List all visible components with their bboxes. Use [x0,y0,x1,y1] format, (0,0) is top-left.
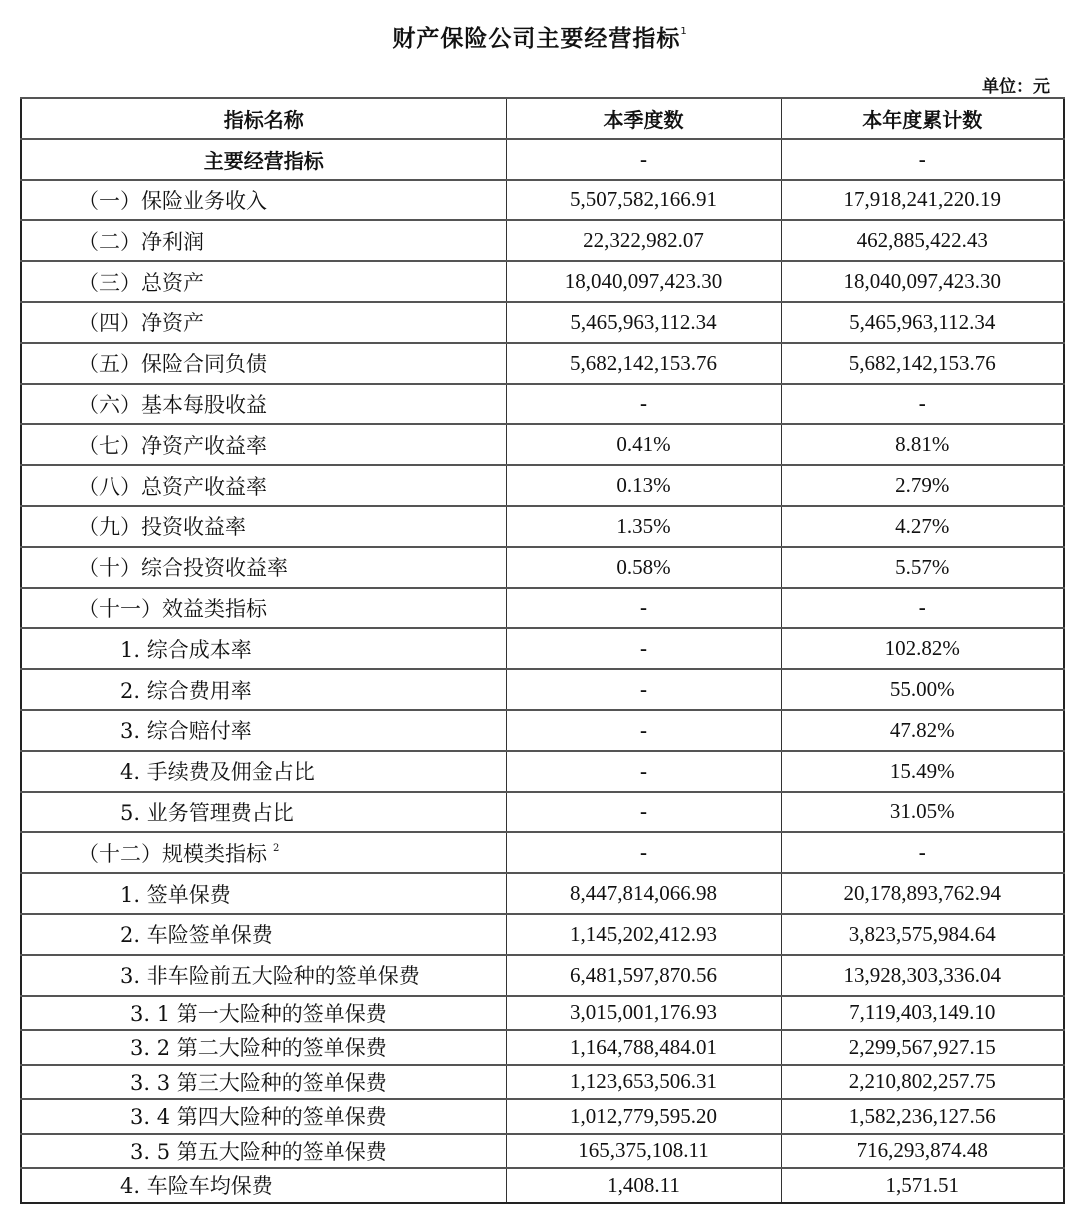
row-ytd-value: 17,918,241,220.19 [781,180,1064,221]
row-quarter-value: 22,322,982.07 [506,220,781,261]
row-ytd-value: 1,571.51 [781,1168,1064,1203]
row-quarter-value: 18,040,097,423.30 [506,261,781,302]
row-ytd-value: 1,582,236,127.56 [781,1099,1064,1134]
title-footnote-marker: 1 [680,26,688,37]
row-name: 主要经营指标 [21,139,506,180]
row-name: （七）净资产收益率 [21,424,506,465]
table-row [21,1065,1064,1100]
row-quarter-value: 3,015,001,176.93 [506,996,781,1031]
row-quarter-value: - [506,384,781,425]
table-row [21,220,1064,261]
table-row [21,873,1064,914]
table-row [21,955,1064,996]
row-name: 2. 车险签单保费 [21,914,506,955]
row-quarter-value: 0.58% [506,547,781,588]
row-ytd-value: 13,928,303,336.04 [781,955,1064,996]
table-row [21,302,1064,343]
row-ytd-value: 716,293,874.48 [781,1134,1064,1169]
row-ytd-value: - [781,384,1064,425]
row-name: 1. 签单保费 [21,873,506,914]
table-row [21,669,1064,710]
row-ytd-value: 5.57% [781,547,1064,588]
row-quarter-value: - [506,139,781,180]
table-row [21,628,1064,669]
row-name: 3. 3 第三大险种的签单保费 [21,1065,506,1100]
row-quarter-value: 165,375,108.11 [506,1134,781,1169]
row-quarter-value: 1,408.11 [506,1168,781,1203]
header-ytd: 本年度累计数 [781,98,1064,139]
row-ytd-value: 47.82% [781,710,1064,751]
row-ytd-value: 2.79% [781,465,1064,506]
header-quarter: 本季度数 [506,98,781,139]
indicators-table [20,97,1065,1204]
table-header-row [21,98,1064,139]
row-name: 4. 手续费及佣金占比 [21,751,506,792]
table-row [21,139,1064,180]
row-quarter-value: 8,447,814,066.98 [506,873,781,914]
table-row [21,1134,1064,1169]
unit-label: 单位：元 [982,77,1050,97]
row-ytd-value: 3,823,575,984.64 [781,914,1064,955]
row-quarter-value: - [506,628,781,669]
row-name: 3. 4 第四大险种的签单保费 [21,1099,506,1134]
table-row [21,384,1064,425]
document-title [0,20,1080,53]
table-row [21,261,1064,302]
row-quarter-value: - [506,710,781,751]
row-name: 1. 综合成本率 [21,628,506,669]
row-name-text: （十二）规模类指标 [78,841,267,866]
row-quarter-value: 0.13% [506,465,781,506]
table-row [21,180,1064,221]
row-ytd-value: - [781,139,1064,180]
row-name: （三）总资产 [21,261,506,302]
row-name: （八）总资产收益率 [21,465,506,506]
row-quarter-value: 5,507,582,166.91 [506,180,781,221]
row-ytd-value: 20,178,893,762.94 [781,873,1064,914]
table-row [21,506,1064,547]
row-quarter-value: 1,012,779,595.20 [506,1099,781,1134]
row-ytd-value: 31.05% [781,792,1064,833]
row-quarter-value: - [506,792,781,833]
row-name: （九）投资收益率 [21,506,506,547]
table-row [21,424,1064,465]
row-quarter-value: 6,481,597,870.56 [506,955,781,996]
row-name: 4. 车险车均保费 [21,1168,506,1203]
row-name: 3. 非车险前五大险种的签单保费 [21,955,506,996]
table-row [21,996,1064,1031]
row-name: 3. 综合赔付率 [21,710,506,751]
row-ytd-value: - [781,588,1064,629]
table-row [21,343,1064,384]
row-quarter-value: 0.41% [506,424,781,465]
table-row [21,792,1064,833]
row-name: （四）净资产 [21,302,506,343]
table-row [21,547,1064,588]
row-quarter-value: - [506,832,781,873]
row-quarter-value: 5,465,963,112.34 [506,302,781,343]
row-name: 5. 业务管理费占比 [21,792,506,833]
row-ytd-value: 55.00% [781,669,1064,710]
row-quarter-value: 1,123,653,506.31 [506,1065,781,1100]
table-row [21,1099,1064,1134]
table-row [21,914,1064,955]
row-ytd-value: 462,885,422.43 [781,220,1064,261]
table-row [21,832,1064,873]
row-ytd-value: 5,465,963,112.34 [781,302,1064,343]
row-name: （一）保险业务收入 [21,180,506,221]
table-row [21,1168,1064,1203]
table-row [21,710,1064,751]
table-row [21,1030,1064,1065]
row-name: 3. 2 第二大险种的签单保费 [21,1030,506,1065]
row-quarter-value: 1,164,788,484.01 [506,1030,781,1065]
row-name: （五）保险合同负债 [21,343,506,384]
row-name: （六）基本每股收益 [21,384,506,425]
table-row [21,588,1064,629]
row-name: （二）净利润 [21,220,506,261]
row-quarter-value: - [506,751,781,792]
row-name: 3. 5 第五大险种的签单保费 [21,1134,506,1169]
row-ytd-value: 15.49% [781,751,1064,792]
row-ytd-value: 2,210,802,257.75 [781,1065,1064,1100]
row-ytd-value: 102.82% [781,628,1064,669]
header-indicator-name: 指标名称 [21,98,506,139]
row-quarter-value: - [506,588,781,629]
row-name [21,832,506,873]
document-title-text: 财产保险公司主要经营指标 [392,26,681,52]
row-ytd-value: 8.81% [781,424,1064,465]
row-ytd-value: 2,299,567,927.15 [781,1030,1064,1065]
footnote-marker: 2 [273,842,280,854]
row-name: （十）综合投资收益率 [21,547,506,588]
row-quarter-value: - [506,669,781,710]
row-ytd-value: 5,682,142,153.76 [781,343,1064,384]
table-row [21,751,1064,792]
row-name: 3. 1 第一大险种的签单保费 [21,996,506,1031]
row-ytd-value: 18,040,097,423.30 [781,261,1064,302]
table-row [21,465,1064,506]
row-ytd-value: 7,119,403,149.10 [781,996,1064,1031]
row-quarter-value: 1.35% [506,506,781,547]
row-name: 2. 综合费用率 [21,669,506,710]
row-ytd-value: - [781,832,1064,873]
row-quarter-value: 5,682,142,153.76 [506,343,781,384]
row-ytd-value: 4.27% [781,506,1064,547]
row-quarter-value: 1,145,202,412.93 [506,914,781,955]
row-name: （十一）效益类指标 [21,588,506,629]
